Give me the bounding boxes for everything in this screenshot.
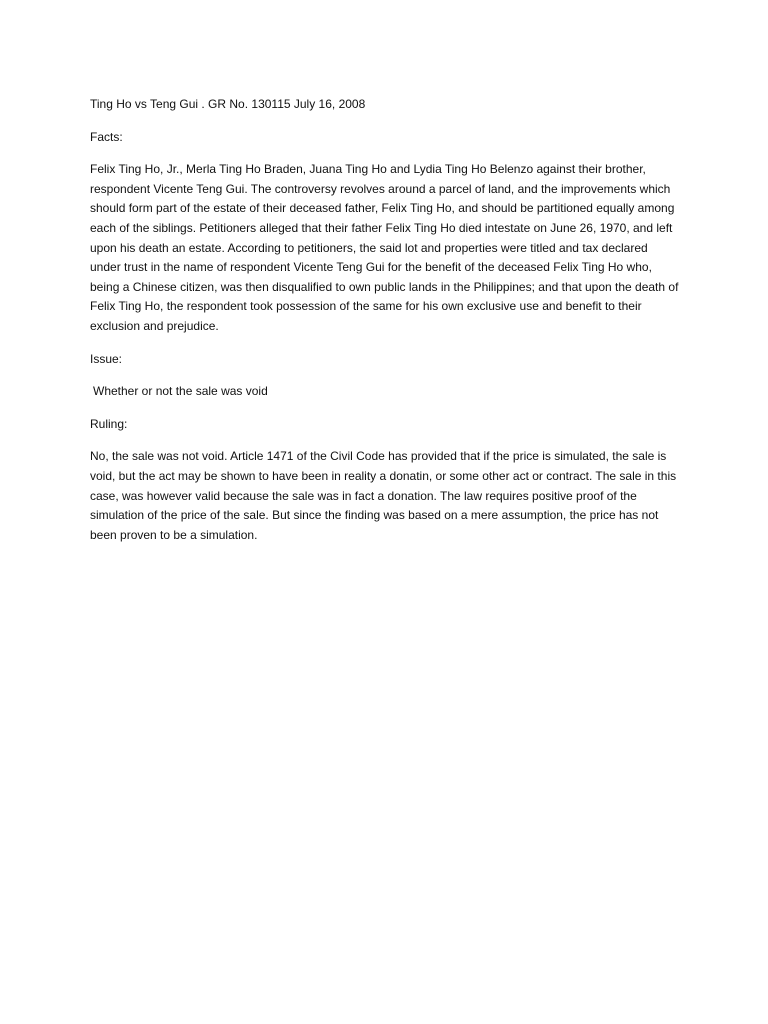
ruling-paragraph: No, the sale was not void. Article 1471 of the Civil Code has provided that if the price is simulated, the sale is void, but the act may be shown to have been in reality a donatin, or some other act or contract. The sale in this case, was however valid because the sale was in fact a donation. The law requires positive proof of the simulation of the price of the sale. But since the finding was based on a mere assumption, the price has not been proven to be a simulation.	[90, 449, 677, 542]
case-title: Ting Ho vs Teng Gui . GR No. 130115 July 16, 2008	[90, 97, 366, 111]
facts-paragraph: Felix Ting Ho, Jr., Merla Ting Ho Braden, Juana Ting Ho and Lydia Ting Ho Belenzo against their brother, respondent Vicente Teng Gui. The controversy revolves around a parcel of land, and the improvements which should form part of the estate of their deceased father, Felix Ting Ho, and should be partitioned equally among each of the siblings. Petitioners alleged that their father Felix Ting Ho died intestate on June 26, 1970, and left upon his death an estate. According to petitioners, the said lot and properties were titled and tax declared under trust in the name of respondent Vicente Teng Gui for the benefit of the deceased Felix Ting Ho who, being a Chinese citizen, was then disqualified to own public lands in the Philippines; and that upon the death of Felix Ting Ho, the respondent took possession of the same for his own exclusive use and benefit to their exclusion and prejudice.	[90, 162, 679, 333]
ruling-heading: Ruling:	[90, 416, 128, 431]
issue-paragraph: Whether or not the sale was void	[93, 384, 268, 399]
facts-heading: Facts:	[90, 129, 123, 144]
document-content	[90, 95, 680, 559]
issue-heading: Issue:	[90, 351, 123, 366]
